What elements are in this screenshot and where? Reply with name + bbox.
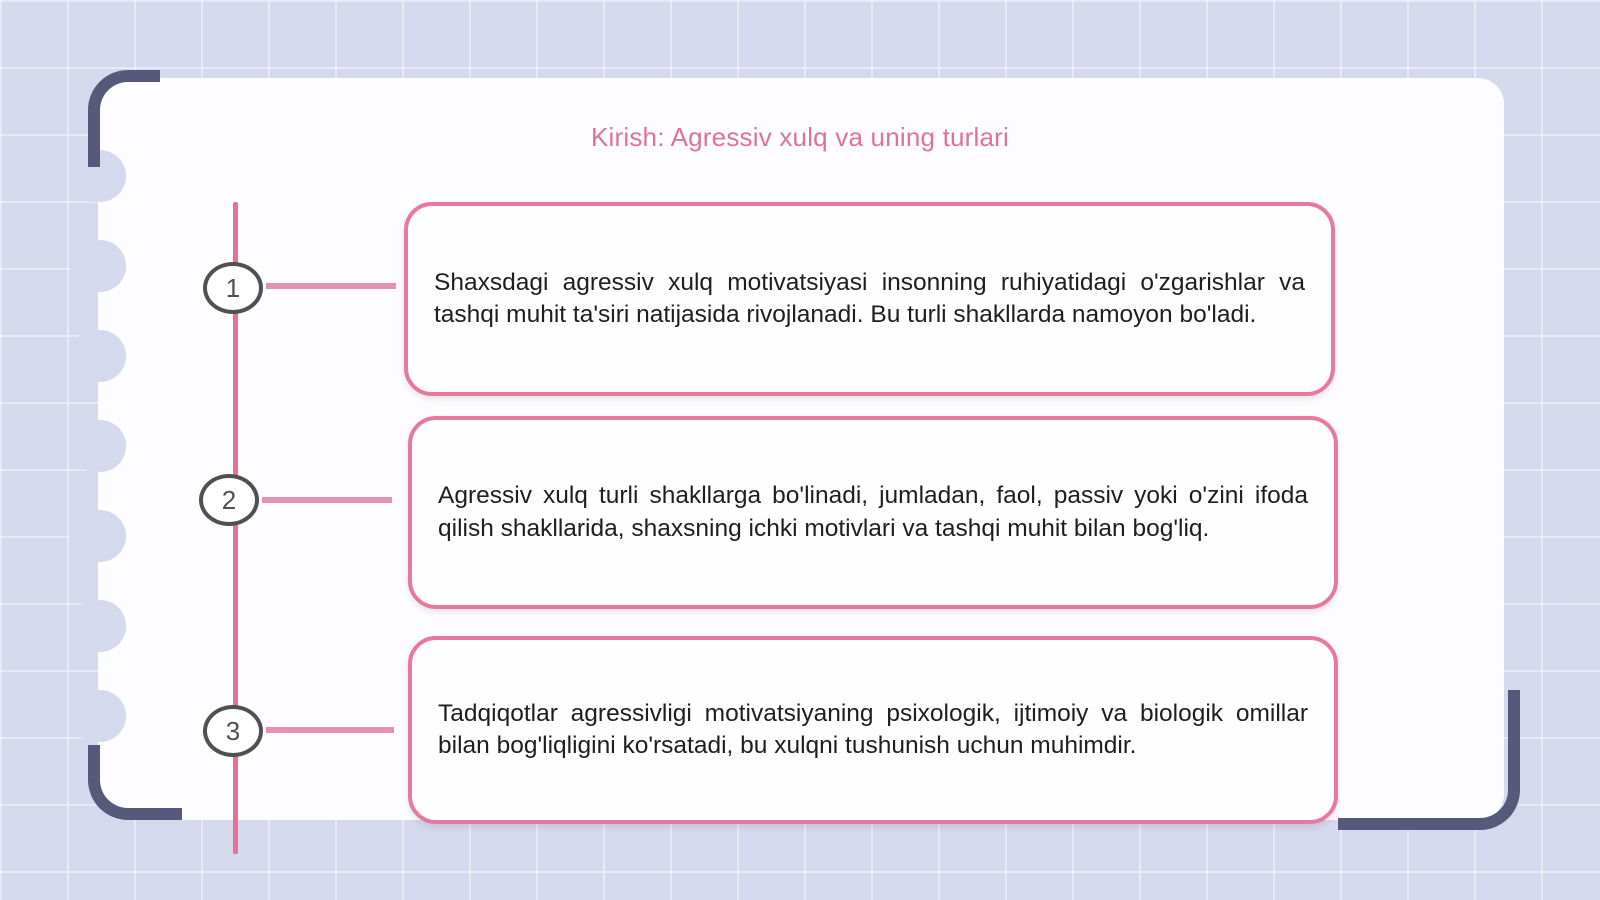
- notebook-notch: [70, 690, 126, 742]
- notebook-notch: [70, 510, 126, 562]
- text-box-2-content: Agressiv xulq turli shakllarga bo'linadi, jumladan, faol, passiv yoki o'zini ifoda qilish shakllarida, shaxsning ichki motivlari va tashqi muhit bilan bog'liq.: [438, 482, 1308, 542]
- step-number-1: 1: [203, 262, 263, 314]
- text-box-1-content: Shaxsdagi agressiv xulq motivatsiyasi insonning ruhiyatidagi o'zgarishlar va tashqi muhit ta'siri natijasida rivojlanadi. Bu turli shakllarda namoyon bo'ladi.: [434, 268, 1305, 328]
- text-box-1: [404, 202, 1335, 396]
- step-number-3: 3: [203, 705, 263, 757]
- notebook-notch: [70, 330, 126, 382]
- notebook-notch: [70, 240, 126, 292]
- text-box-2: [408, 416, 1338, 609]
- notebook-notch: [70, 600, 126, 652]
- notebook-notch: [70, 420, 126, 472]
- timeline-connector-3: [266, 727, 394, 733]
- step-number-2: 2: [199, 474, 259, 526]
- text-box-3-content: Tadqiqotlar agressivligi motivatsiyaning psixologik, ijtimoiy va biologik omillar bilan bog'liqligini ko'rsatadi, bu xulqni tushunish uchun muhimdir.: [438, 699, 1308, 759]
- timeline-connector-2: [262, 497, 392, 503]
- corner-bracket-bottom-right: [1338, 690, 1520, 830]
- slide-title: Kirish: Agressiv xulq va uning turlari: [590, 122, 1009, 152]
- timeline-connector-1: [266, 283, 396, 289]
- corner-bracket-bottom-left: [88, 745, 182, 820]
- corner-bracket-top-left: [88, 70, 160, 167]
- text-box-3: [408, 636, 1338, 824]
